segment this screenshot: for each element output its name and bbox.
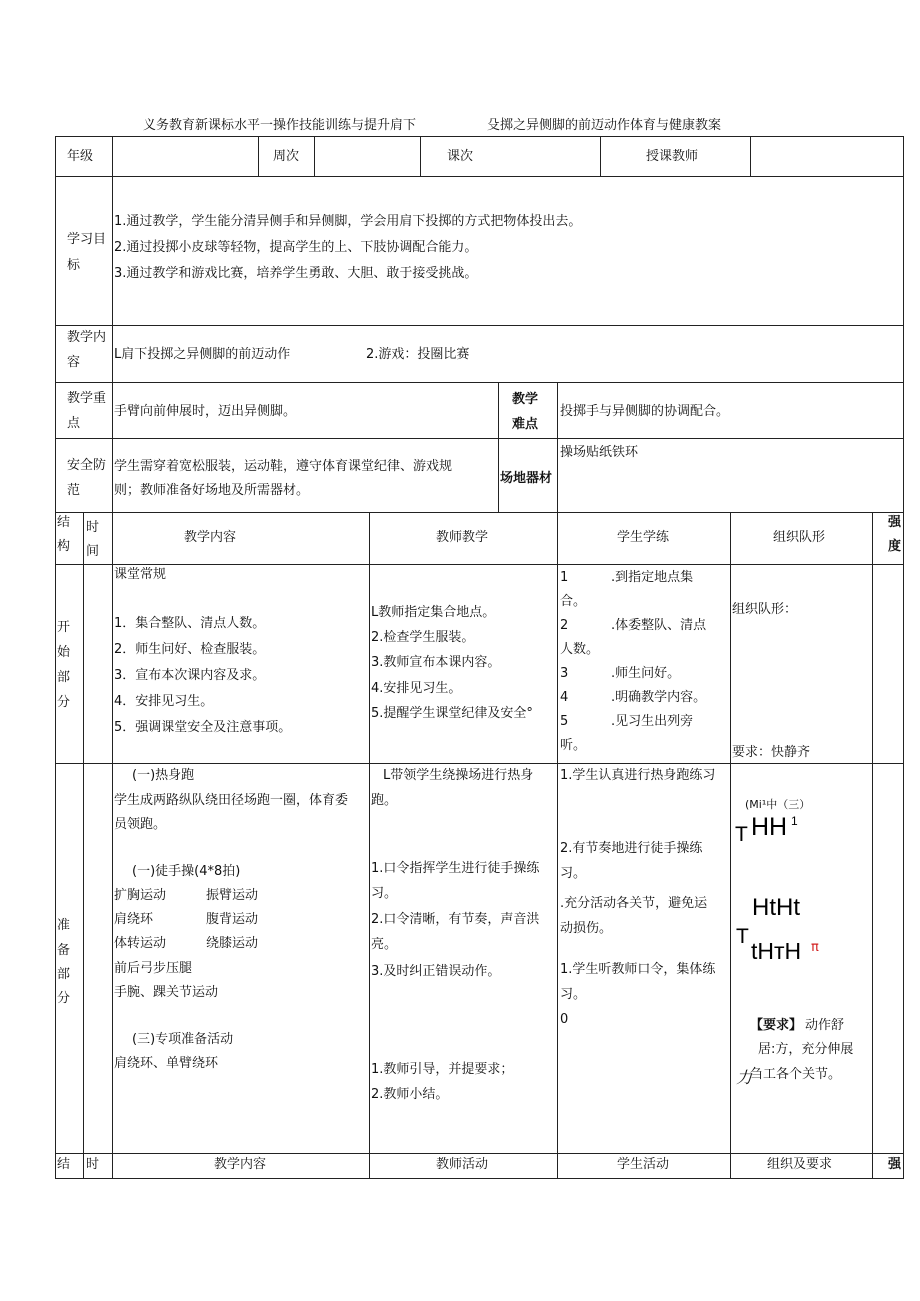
start-student-text: .师生问好。 (611, 666, 681, 681)
prep-special-title: (三)专项准备活动 (132, 1032, 234, 1047)
footer-teacher: 教师活动 (436, 1157, 489, 1172)
start-student-text: 合。 (560, 594, 587, 609)
start-content-item: 4．安排见习生。 (114, 694, 214, 709)
difficulty-label-2: 难点 (512, 417, 539, 432)
key-points-label-2: 点 (67, 416, 81, 431)
lesson-label: 课次 (447, 149, 474, 164)
formation-sup-mark: 1 (791, 814, 798, 828)
prep-student-line: 习。 (560, 866, 587, 881)
col-time-2: 间 (86, 544, 100, 559)
prep-exercise-item: 振臂运动 (206, 888, 259, 903)
prep-student-line: 动损伤。 (560, 921, 613, 936)
start-section-char: 部 (57, 670, 71, 685)
objectives-label-2: 标 (67, 258, 81, 273)
prep-section-char: 备 (57, 943, 71, 958)
key-points-label-1: 教学重 (67, 391, 107, 406)
start-section-char: 分 (57, 695, 71, 710)
start-content-item: 1．集合整队、清点人数。 (114, 616, 266, 631)
key-points-text: 手臂向前伸展时，迈出异侧脚。 (114, 404, 297, 419)
prep-exercise-item: 腹背运动 (206, 912, 259, 927)
prep-exercise-item: 体转运动 (114, 936, 167, 951)
formation-thth-mark: tHтH (751, 938, 802, 964)
doc-title-left: 义务教育新课标水平一操作技能训练与提升肩下 (143, 118, 417, 133)
start-content-item: 5．强调课堂安全及注意事项。 (114, 720, 292, 735)
col-structure-1: 结 (57, 515, 71, 530)
start-student-num: 4 (560, 690, 569, 705)
start-student-num: 3 (560, 666, 569, 681)
prep-teacher-line: 1.教师引导，并提要求； (371, 1062, 514, 1077)
formation-small-label: (Mi¹中（三） (745, 798, 811, 811)
footer-student: 学生活动 (617, 1157, 670, 1172)
start-student-text: 人数。 (560, 642, 600, 657)
formation-req-text: 动作舒 (805, 1018, 845, 1033)
prep-warmup-title: (一)热身跑 (132, 768, 195, 783)
objective-item: 3.通过教学和游戏比赛，培养学生勇敢、大胆、敢于接受挑战。 (114, 266, 478, 281)
week-label: 周次 (273, 149, 300, 164)
prep-teacher-line: 1.口令指挥学生进行徒手操练 (371, 861, 540, 876)
formation-htht-mark: HtHt (752, 894, 800, 921)
prep-section-char: 部 (57, 967, 71, 982)
prep-teacher-line: 亮。 (371, 937, 398, 952)
difficulty-text: 投掷手与异侧脚的协调配合。 (560, 404, 730, 419)
start-student-text: .明确教学内容。 (611, 690, 707, 705)
col-time-1: 时 (86, 520, 100, 535)
prep-section-char: 分 (57, 991, 71, 1006)
grade-label: 年级 (67, 149, 94, 164)
safety-text: 学生需穿着宽松服装，运动鞋，遵守体育课堂纪律、游戏规 (114, 459, 453, 474)
start-student-text: .到指定地点集 (611, 570, 694, 585)
equipment-text: 操场贴纸铁环 (560, 445, 639, 460)
prep-section-char: 准 (57, 918, 71, 933)
footer-content: 教学内容 (214, 1157, 267, 1172)
formation-req-text: 居:方，充分伸展 (758, 1042, 854, 1057)
prep-exercise-title: (一)徒手操(4*8拍) (132, 864, 241, 879)
formation-req-text: 刍工各个关节。 (750, 1067, 842, 1082)
formation-req-label: 【要求】 (750, 1018, 803, 1033)
start-student-text: 听。 (560, 738, 587, 753)
safety-label-1: 安全防 (67, 458, 107, 473)
col-structure-2: 构 (57, 539, 71, 554)
formation-t-mark: T (735, 823, 748, 846)
content-item: L肩下投掷之异侧脚的前迈动作 (114, 347, 291, 362)
prep-teacher-line: 2.口令清晰，有节奏，声音洪 (371, 912, 540, 927)
prep-special-item: 肩绕环、单臂绕环 (114, 1056, 219, 1071)
start-section-char: 始 (57, 645, 71, 660)
start-student-num: 1 (560, 570, 569, 585)
safety-text: 则；教师准备好场地及所需器材。 (114, 483, 310, 498)
footer-formation: 组织及要求 (767, 1157, 833, 1172)
prep-student-line: 习。 (560, 987, 587, 1002)
start-formation-label: 组织队形： (732, 602, 798, 617)
prep-exercise-item: 肩绕环 (114, 912, 154, 927)
col-intensity-1: 强 (888, 515, 902, 530)
start-formation-requirement: 要求：快静齐 (732, 745, 811, 760)
prep-student-line: .充分活动各关节，避免运 (560, 896, 708, 911)
prep-exercise-item: 手腕、踝关节运动 (114, 985, 219, 1000)
prep-student-line: 0 (560, 1012, 569, 1027)
safety-label-2: 范 (67, 483, 81, 498)
formation-hh-mark: HH (751, 813, 788, 841)
start-teacher-item: 3.教师宣布本课内容。 (371, 655, 501, 670)
col-student: 学生学练 (617, 530, 670, 545)
footer-structure: 结 (57, 1157, 71, 1172)
start-section-char: 开 (57, 620, 71, 635)
col-intensity-2: 度 (888, 539, 902, 554)
col-teacher: 教师教学 (436, 530, 489, 545)
col-content: 教学内容 (184, 530, 237, 545)
prep-teacher-line: L带领学生绕操场进行热身 (383, 768, 534, 783)
prep-exercise-item: 扩胸运动 (114, 888, 167, 903)
doc-title-right: 殳掷之异侧脚的前迈动作体育与健康教案 (487, 118, 722, 133)
prep-student-line: 1.学生认真进行热身跑练习 (560, 768, 716, 783)
start-teacher-item: L教师指定集合地点。 (371, 605, 496, 620)
formation-t-mark: T (736, 925, 749, 948)
prep-exercise-item: 前后弓步压腿 (114, 961, 193, 976)
start-content-item: 3．宣布本次课内容及求。 (114, 668, 266, 683)
footer-intensity: 强 (888, 1157, 902, 1172)
start-student-text: .体委整队、清点 (611, 618, 707, 633)
start-teacher-item: 4.安排见习生。 (371, 681, 462, 696)
prep-student-line: 1.学生听教师口令，集体练 (560, 962, 716, 977)
objectives-label-1: 学习目 (67, 232, 107, 247)
content-item: 2.游戏：投圈比赛 (366, 347, 470, 362)
formation-req-text: 力 (736, 1068, 753, 1087)
prep-student-line: 2.有节奏地进行徒手操练 (560, 841, 703, 856)
footer-time: 时 (86, 1157, 100, 1172)
start-teacher-item: 5.提醒学生课堂纪律及安全° (371, 706, 533, 721)
prep-teacher-line: 2.教师小结。 (371, 1087, 449, 1102)
teacher-label: 授课教师 (646, 149, 699, 164)
start-student-num: 2 (560, 618, 569, 633)
start-student-text: .见习生出列旁 (611, 714, 694, 729)
formation-pi-mark: π (811, 940, 819, 955)
objective-item: 1.通过教学，学生能分清异侧手和异侧脚，学会用肩下投掷的方式把物体投出去。 (114, 214, 582, 229)
prep-teacher-line: 3.及时纠正错误动作。 (371, 964, 501, 979)
start-content-item: 2．师生问好、检查服装。 (114, 642, 266, 657)
prep-warmup-text: 学生成两路纵队绕田径场跑一圈，体育委 (114, 793, 349, 808)
col-formation: 组织队形 (773, 530, 826, 545)
start-content-title: 课堂常规 (114, 567, 167, 582)
start-student-num: 5 (560, 714, 569, 729)
prep-warmup-text: 员领跑。 (114, 817, 167, 832)
equipment-label: 场地器材 (500, 471, 553, 486)
objective-item: 2.通过投掷小皮球等轻物，提高学生的上、下肢协调配合能力。 (114, 240, 478, 255)
start-teacher-item: 2.检查学生服装。 (371, 630, 475, 645)
content-label-2: 容 (67, 355, 81, 370)
difficulty-label-1: 教学 (512, 392, 539, 407)
content-label-1: 教学内 (67, 330, 107, 345)
prep-exercise-item: 绕膝运动 (206, 936, 259, 951)
prep-teacher-line: 跑。 (371, 793, 398, 808)
prep-teacher-line: 习。 (371, 886, 398, 901)
